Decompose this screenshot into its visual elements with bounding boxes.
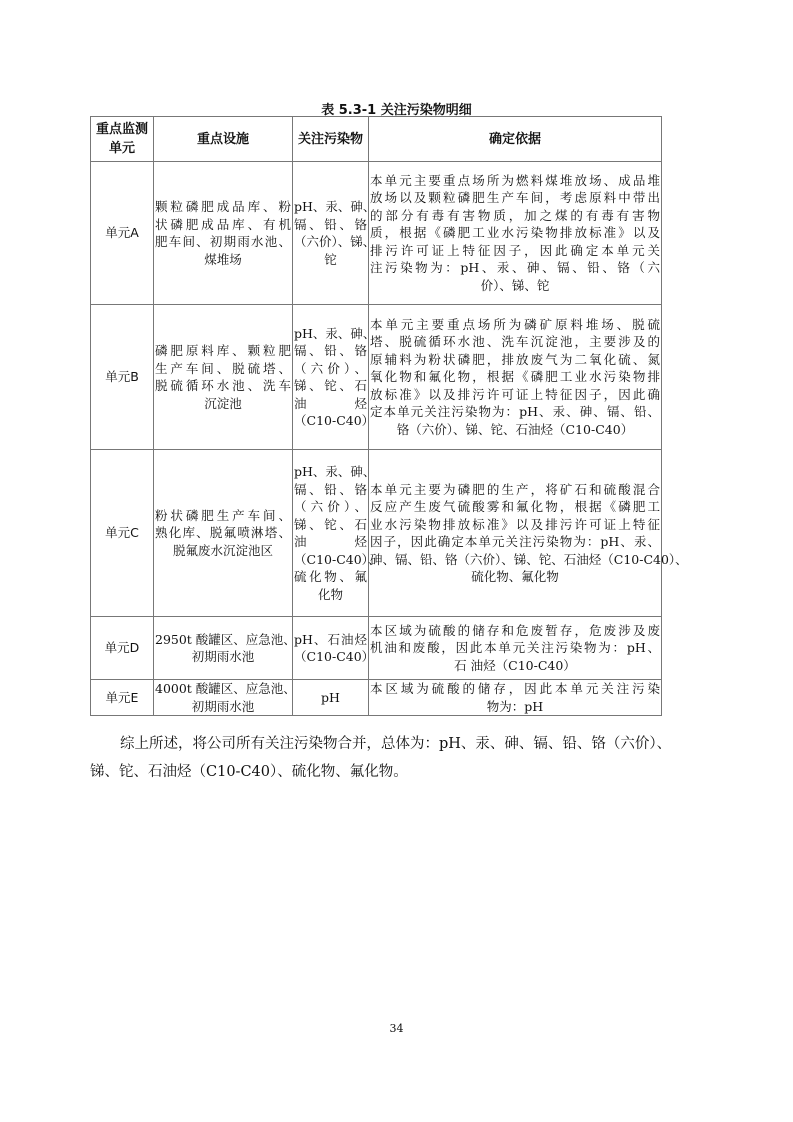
basis-line: 硫化物、氟化物 — [471, 569, 559, 584]
pollutants-line: （六价）、 — [294, 360, 367, 376]
basis-line: 氧化物和氟化物，根据《磷肥工业水污染物排 — [370, 369, 660, 385]
table-row — [91, 305, 662, 450]
facilities-line: 粉状磷肥生产车间、 — [155, 507, 291, 523]
header-basis — [369, 117, 662, 162]
basis-line: 质，根据《磷肥工业水污染物排放标准》以及 — [370, 225, 660, 241]
basis-line: 本单元主要为磷肥的生产，将矿石和硫酸混合 — [370, 481, 660, 497]
pollutants-line: 铊 — [324, 251, 337, 267]
pollutants-cell — [293, 450, 381, 617]
basis-line: 定本单元关注污染物为：pH、汞、砷、镉、铅、 — [370, 404, 660, 420]
pollutants-line: 镉、铅、铬 — [294, 481, 367, 497]
pollutants-line: 油烃 — [294, 395, 367, 411]
basis-line: 原辅料为粉状磷肥，排放废气为二氧化硫、氮 — [370, 351, 660, 367]
basis-cell — [369, 305, 662, 450]
pollutants-line: pH、汞、砷、 — [294, 199, 376, 214]
facilities-line: 熟化库、脱氟喷淋塔、 — [155, 525, 291, 541]
header-unit — [91, 117, 154, 162]
pollutants-cell — [293, 162, 376, 305]
basis-line: 砷、镉、铅、铬（六价）、锑、铊、石油烃（C10-C40）、 — [370, 551, 688, 567]
facilities-line: 脱硫循环水池、洗车 — [155, 378, 291, 393]
pollutants-cell — [293, 617, 375, 680]
facilities-cell — [154, 617, 296, 680]
pollutants-cell — [293, 680, 369, 716]
unit-cell: 单元D — [91, 617, 154, 680]
basis-line: 本区域为硫酸的储存和危废暂存，危废涉及废 — [370, 622, 660, 638]
unit-cell: 单元A — [91, 162, 154, 305]
pollutants-line: pH、石油烃 — [294, 631, 367, 647]
pollutants-line: （六价）、 — [294, 499, 367, 514]
facilities-line: 肥车间、初期雨水池、 — [155, 234, 291, 249]
facilities-line: 颗粒磷肥成品库、粉 — [155, 199, 291, 214]
facilities-cell — [154, 450, 293, 617]
basis-line: 注污染物为：pH、汞、砷、镉、铅、铬（六 — [370, 260, 660, 276]
pollutants-line: pH、汞、砷、 — [294, 464, 376, 479]
page-number: 34 — [389, 1022, 404, 1035]
pollutants-line: 化物 — [317, 586, 343, 602]
facilities-line: 初期雨水池 — [191, 649, 255, 664]
basis-line: 价）、锑、铊 — [480, 277, 550, 293]
header-facilities-line: 重点设施 — [196, 131, 249, 147]
basis-line: 本区域为硫酸的储存，因此本单元关注污染 — [370, 681, 660, 696]
header-unit-line: 单元 — [108, 141, 135, 156]
pollutants-line: （C10-C40） — [294, 413, 375, 428]
facilities-line: 沉淀池 — [204, 395, 242, 411]
pollutant-table — [90, 116, 688, 716]
table-row — [91, 617, 662, 680]
facilities-line: 状磷肥成品库、有机 — [155, 216, 291, 232]
basis-cell — [369, 162, 662, 305]
pollutants-line: pH — [321, 689, 340, 705]
table-caption: 表 5.3-1 关注污染物明细 — [321, 103, 472, 118]
facilities-line: 生产车间、脱硫塔、 — [155, 360, 291, 376]
basis-line: 因子，因此确定本单元关注污染物为：pH、汞、 — [370, 534, 660, 549]
basis-line: 本单元主要重点场所为磷矿原料堆场、脱硫 — [370, 316, 660, 332]
pollutants-line: 硫化物、氟 — [294, 569, 367, 584]
basis-line: 本单元主要重点场所为燃料煤堆放场、成品堆 — [370, 172, 660, 188]
pollutants-line: （六价）、锑、 — [294, 234, 376, 249]
pollutants-line: 油烃 — [294, 534, 367, 549]
basis-line: 塔、脱硫循环水池、洗车沉淀池，主要涉及的 — [370, 334, 660, 350]
basis-cell — [369, 450, 688, 617]
header-pollutants — [293, 117, 369, 162]
table-row — [91, 680, 662, 716]
facilities-cell — [154, 305, 293, 450]
pollutants-line: pH、汞、砷、 — [294, 325, 376, 341]
facilities-cell — [154, 680, 296, 716]
facilities-line: 脱氟废水沉淀池区 — [172, 542, 273, 558]
header-basis-line: 确定依据 — [488, 131, 541, 147]
basis-line: 的部分有毒有害物质，加之煤的有毒有害物 — [370, 207, 660, 223]
unit-cell: 单元E — [91, 680, 154, 716]
table-row — [91, 450, 662, 617]
facilities-line: 初期雨水池 — [191, 698, 255, 714]
header-pollutants-line: 关注污染物 — [297, 131, 363, 147]
facilities-cell — [154, 162, 293, 305]
facilities-line: 煤堆场 — [204, 251, 242, 267]
unit-cell: 单元C — [91, 450, 154, 617]
basis-line: 机油和废酸，因此本单元关注污染物为：pH、 — [370, 640, 660, 656]
header-unit-line: 重点监测 — [95, 122, 148, 137]
basis-line: 铬（六价）、锑、铊、石油烃（C10-C40） — [396, 421, 634, 437]
basis-line: 放标准》以及排污许可证上特征因子，因此确 — [370, 386, 660, 402]
basis-line: 业水污染物排放标准》以及排污许可证上特征 — [370, 516, 660, 532]
pollutants-cell — [293, 305, 376, 450]
pollutants-line: 锑、铊、石 — [294, 516, 367, 532]
facilities-line: 4000t 酸罐区、应急池、 — [155, 681, 296, 696]
pollutants-line: 镉、铅、铬 — [294, 216, 367, 232]
table-row — [91, 162, 662, 305]
basis-cell — [369, 680, 662, 716]
basis-line: 排污许可证上特征因子，因此确定本单元关 — [370, 242, 660, 258]
pollutants-line: （C10-C40） — [294, 649, 375, 664]
unit-cell: 单元B — [91, 305, 154, 450]
facilities-line: 磷肥原料库、颗粒肥 — [155, 343, 291, 358]
basis-line: 石 油烃（C10-C40） — [454, 657, 576, 673]
basis-line: 物为：pH — [486, 698, 544, 714]
pollutants-line: 镉、铅、铬 — [294, 343, 367, 358]
basis-line: 放场以及颗粒磷肥生产车间，考虑原料中带出 — [370, 190, 660, 206]
pollutants-line: （C10-C40）、 — [294, 551, 381, 567]
basis-line: 反应产生废气硫酸雾和氟化物，根据《磷肥工 — [370, 499, 660, 514]
facilities-line: 2950t 酸罐区、应急池、 — [155, 631, 296, 647]
basis-cell — [369, 617, 662, 680]
table-header-row — [91, 117, 662, 162]
pollutants-line: 锑、铊、石 — [294, 378, 367, 393]
header-facilities — [154, 117, 293, 162]
summary-paragraph: 综上所述，将公司所有关注污染物合并，总体为：pH、汞、砷、镉、铅、铬（六价）、锑、铊、石油烃（C10-C40）、硫化物、氟化物。 — [90, 736, 672, 780]
